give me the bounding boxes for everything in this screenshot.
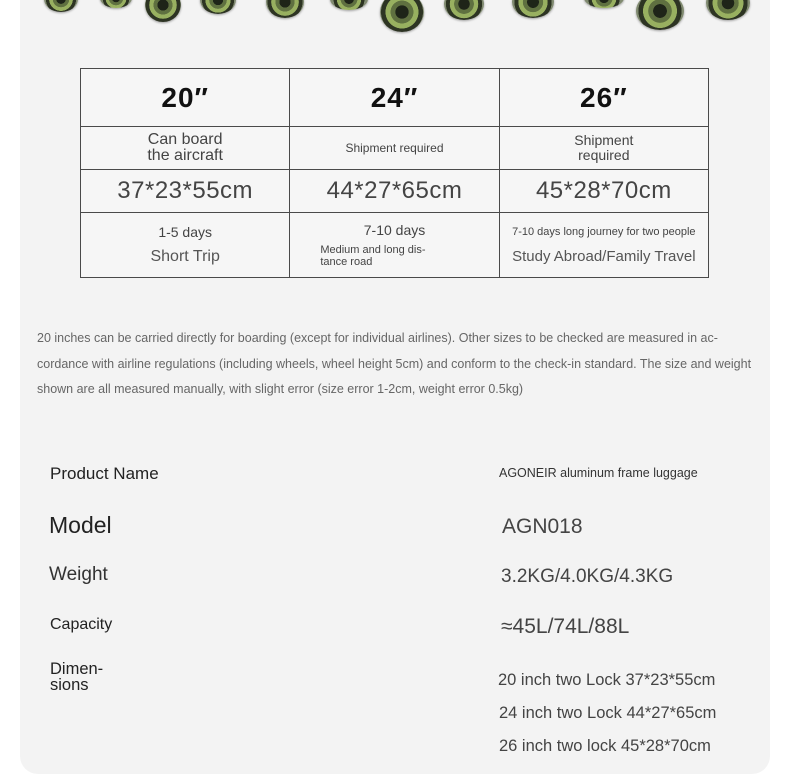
dimension-line-24: 24 inch two Lock 44*27*65cm bbox=[499, 704, 717, 722]
wheel-icon bbox=[100, 0, 132, 8]
wheel-icon bbox=[636, 0, 684, 30]
size-20-heading: 20″ bbox=[161, 81, 209, 113]
trip-days-20: 1-5 days bbox=[158, 224, 213, 240]
model-value: AGN018 bbox=[502, 515, 583, 538]
trip-days-24: 7-10 days bbox=[363, 222, 426, 238]
wheel-icon bbox=[145, 0, 181, 22]
dimension-24: 44*27*65cm bbox=[326, 177, 463, 204]
product-name-value: AGONEIR aluminum frame luggage bbox=[499, 466, 698, 480]
trip-type-20: Short Trip bbox=[150, 248, 220, 265]
trip-type-26: Study Abroad/Family Travel bbox=[512, 247, 696, 265]
dimension-line-20: 20 inch two Lock 37*23*55cm bbox=[498, 671, 716, 689]
dimension-line-26: 26 inch two lock 45*28*70cm bbox=[499, 737, 711, 755]
table-row-sizes bbox=[81, 69, 709, 127]
trip-type-24: Medium and long dis-tance road bbox=[320, 244, 426, 268]
boarding-24: Shipment required bbox=[345, 141, 444, 155]
size-26-heading: 26″ bbox=[580, 81, 628, 113]
wheel-icon bbox=[380, 0, 424, 32]
dimensions-label: Dimen-sions bbox=[50, 660, 104, 694]
size-comparison-table bbox=[80, 68, 709, 278]
boarding-26: Shipment required bbox=[574, 132, 634, 163]
table-row-dimensions bbox=[81, 170, 709, 213]
boarding-20: Can board the aircraft bbox=[147, 131, 223, 164]
dimension-26: 45*28*70cm bbox=[535, 177, 672, 204]
table-row-trips bbox=[81, 213, 709, 278]
model-label: Model bbox=[49, 512, 112, 538]
wheel-strip-image bbox=[0, 0, 790, 36]
size-24-heading: 24″ bbox=[370, 81, 419, 113]
capacity-label: Capacity bbox=[50, 616, 113, 633]
weight-label: Weight bbox=[49, 564, 108, 585]
trip-days-26: 7-10 days long journey for two people bbox=[512, 225, 696, 238]
wheel-icon bbox=[44, 0, 78, 12]
wheel-icon bbox=[200, 0, 236, 14]
product-name-label: Product Name bbox=[50, 464, 159, 483]
table-row-boarding bbox=[81, 127, 709, 170]
wheel-icon bbox=[584, 0, 624, 8]
wheel-icon bbox=[444, 0, 484, 20]
wheel-icon bbox=[330, 0, 368, 10]
sizing-note: 20 inches can be carried directly for boarding (except for individual airlines). Other sizes to be checked are measured in ac-cordance with airline regulations (including wheels, wheel height 5cm) and conform to the check-in standard. The size and weight shown are all measured manually, with slight error (size error 1-2cm, weight error 0.5kg) bbox=[37, 331, 752, 396]
wheel-icon bbox=[706, 0, 750, 20]
wheel-icon bbox=[512, 0, 554, 18]
wheel-icon bbox=[266, 0, 304, 18]
weight-value: 3.2KG/4.0KG/4.3KG bbox=[501, 566, 674, 587]
dimension-20: 37*23*55cm bbox=[117, 177, 254, 204]
dimensions-values bbox=[498, 664, 716, 763]
capacity-value: ≈45L/74L/88L bbox=[501, 615, 630, 638]
